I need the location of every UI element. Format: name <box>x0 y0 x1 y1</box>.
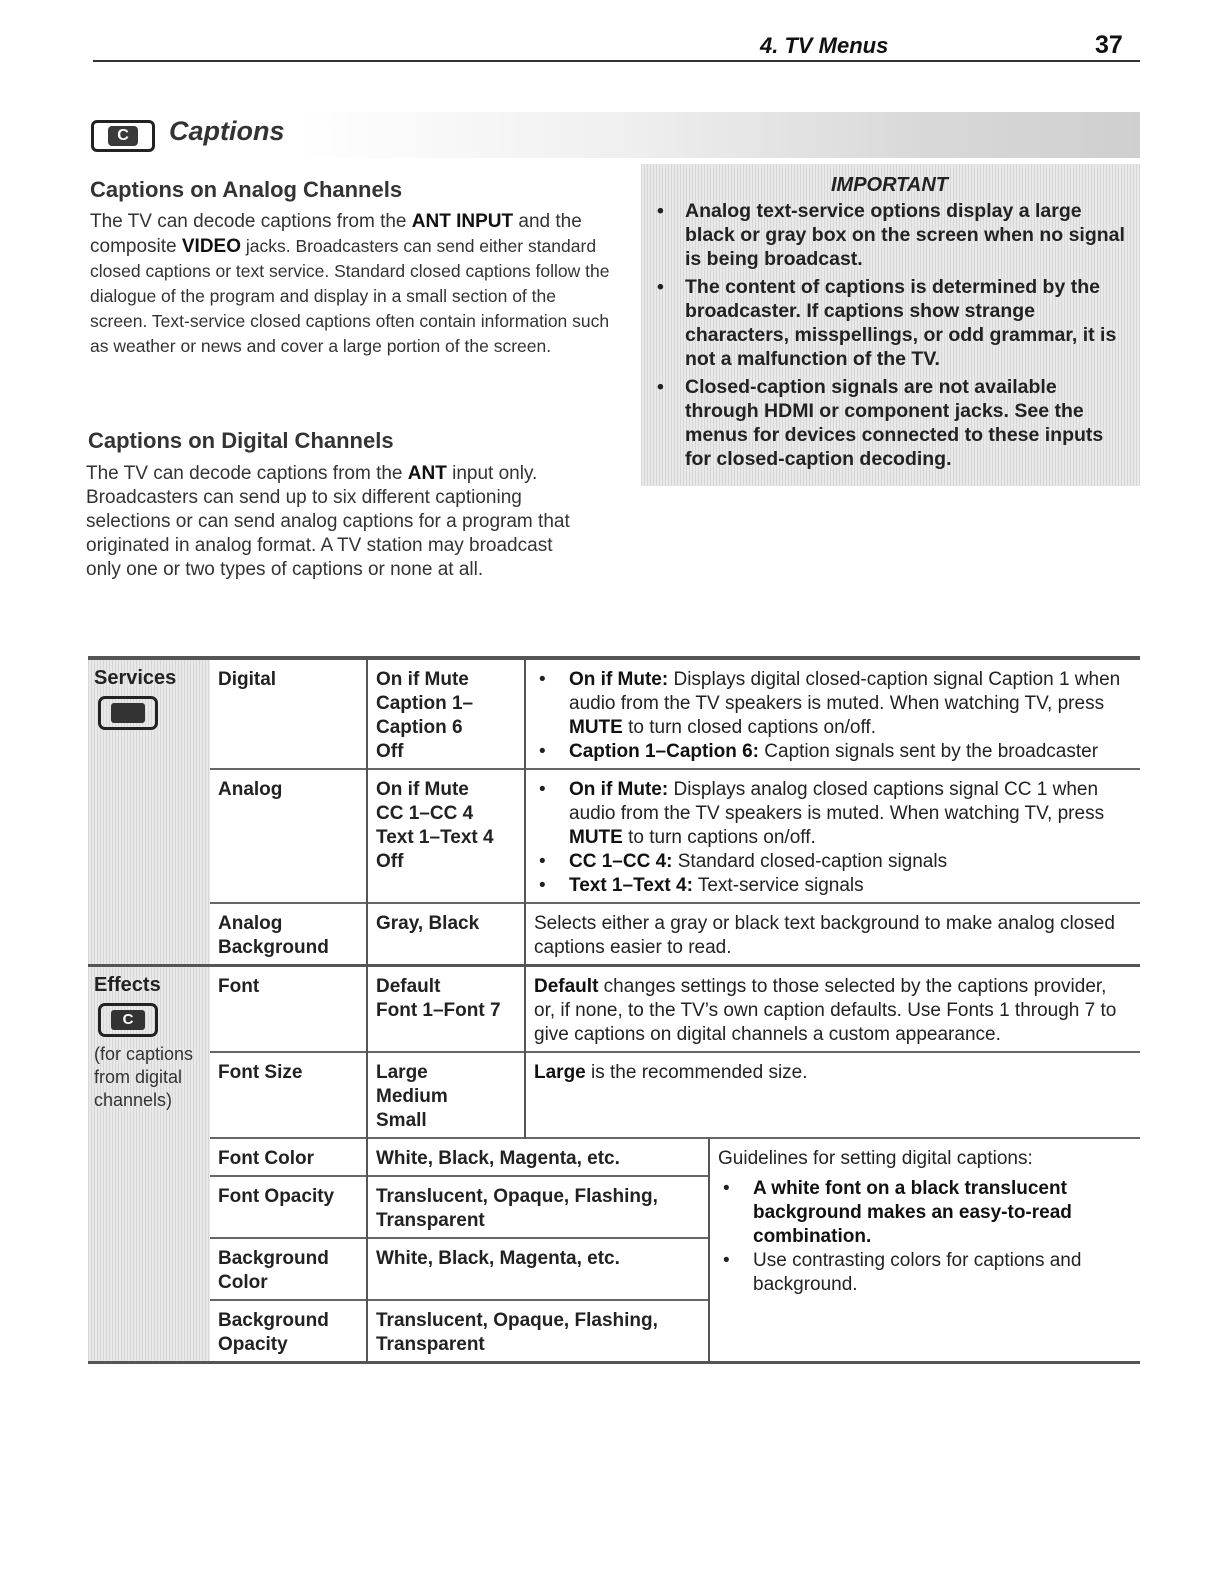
setting-background-opacity: Background Opacity <box>210 1300 367 1363</box>
options-background-color: White, Black, Magenta, etc. <box>367 1238 709 1300</box>
captions-icon <box>98 1003 158 1037</box>
options-analog: On if Mute CC 1–CC 4 Text 1–Text 4 Off <box>367 769 525 903</box>
list-item: • On if Mute: Displays digital closed-caption signal Caption 1 when audio from the TV speakers is muted. When watching TV, press MUTE to turn closed captions on/off. <box>534 668 1132 740</box>
captions-icon <box>91 120 155 152</box>
captions-settings-table <box>88 656 1140 1364</box>
options-font-opacity: Translucent, Opaque, Flashing, Transparent <box>367 1176 709 1238</box>
effects-label: Effects <box>94 974 161 996</box>
desc-font: Default changes settings to those selected by the captions provider, or, if none, to the TV’s own caption defaults. Use Fonts 1 through 7 to give captions on digital channels a custom appearance. <box>525 966 1140 1053</box>
guidelines-cell <box>709 1138 1140 1363</box>
setting-font: Font <box>218 976 260 997</box>
list-item: • CC 1–CC 4: Standard closed-caption signals <box>534 850 1132 874</box>
digital-paragraph: The TV can decode captions from the ANT input only. Broadcasters can send up to six different captioning selections or can send analog captions for a program that originated in analog format. A TV station may broadcast only one or two types of captions or none at all. <box>86 463 570 580</box>
section-banner <box>87 112 1140 158</box>
list-item: • Caption 1–Caption 6: Caption signals sent by the broadcaster <box>534 740 1132 764</box>
important-title: IMPORTANT <box>830 174 949 196</box>
list-item: • Text 1–Text 4: Text-service signals <box>534 874 1132 898</box>
setting-digital: Digital <box>218 669 277 690</box>
table-row <box>88 1138 1140 1176</box>
services-category <box>88 658 210 966</box>
options-font-color: White, Black, Magenta, etc. <box>367 1138 709 1176</box>
effects-note: (for captions from digital channels) <box>94 1044 194 1110</box>
services-icon-screen <box>111 703 145 723</box>
important-item: • Analog text-service options display a large black or gray box on the screen when no signal is being broadcast. <box>653 199 1126 271</box>
page-number: 37 <box>1095 31 1123 59</box>
chapter-title: 4. TV Menus <box>760 33 889 58</box>
setting-font-size: Font Size <box>210 1052 367 1138</box>
setting-font-color: Font Color <box>210 1138 367 1176</box>
table-row <box>88 903 1140 966</box>
important-item: • The content of captions is determined by the broadcaster. If captions show strange characters, misspellings, or odd grammar, it is not a malfunction of the TV. <box>653 275 1126 371</box>
setting-background-color: Background Color <box>210 1238 367 1300</box>
options-font-size: Large Medium Small <box>367 1052 525 1138</box>
list-item: • Use contrasting colors for captions and background. <box>718 1249 1132 1297</box>
section-title: Captions <box>169 116 285 146</box>
captions-icon-letter: C <box>111 1010 145 1030</box>
options-analog-background: Gray, Black <box>367 903 525 966</box>
services-icon <box>98 696 158 730</box>
setting-analog-background: Analog Background <box>210 903 367 966</box>
digital-heading: Captions on Digital Channels <box>88 428 394 453</box>
table-row <box>88 1052 1140 1138</box>
important-box <box>641 164 1140 486</box>
options-digital: On if Mute Caption 1– Caption 6 Off <box>367 658 525 769</box>
options-font: Default Font 1–Font 7 <box>367 966 525 1053</box>
header-rule <box>93 60 1140 62</box>
table-row <box>88 966 1140 1053</box>
desc-font-size: Large is the recommended size. <box>525 1052 1140 1138</box>
desc-digital <box>525 658 1140 769</box>
desc-analog-background: Selects either a gray or black text background to make analog closed captions easier to read. <box>525 903 1140 966</box>
analog-heading: Captions on Analog Channels <box>90 177 403 202</box>
effects-category <box>88 966 210 1363</box>
list-item: • On if Mute: Displays analog closed captions signal CC 1 when audio from the TV speakers is muted. When watching TV, press MUTE to turn captions on/off. <box>534 778 1132 850</box>
guidelines-intro: Guidelines for setting digital captions: <box>718 1148 1033 1169</box>
analog-paragraph: The TV can decode captions from the ANT INPUT and the composite VIDEO jacks. Broadcasters can send either standard closed captions or text service. Standard closed captions follow the dialogue of the program and display in a small section of the screen. Text-service closed captions often contain information such as weather or news and cover a large portion of the screen. <box>90 211 610 356</box>
captions-icon-letter: C <box>108 126 138 146</box>
list-item: • A white font on a black translucent background makes an easy-to-read combination. <box>718 1177 1132 1249</box>
services-label: Services <box>94 667 177 689</box>
table-row <box>88 658 1140 769</box>
table-row <box>88 769 1140 903</box>
important-item: • Closed-caption signals are not available through HDMI or component jacks. See the menus for devices connected to these inputs for closed-caption decoding. <box>653 375 1126 471</box>
setting-analog: Analog <box>210 769 367 903</box>
options-background-opacity: Translucent, Opaque, Flashing, Transparent <box>367 1300 709 1363</box>
desc-analog <box>525 769 1140 903</box>
setting-font-opacity: Font Opacity <box>210 1176 367 1238</box>
